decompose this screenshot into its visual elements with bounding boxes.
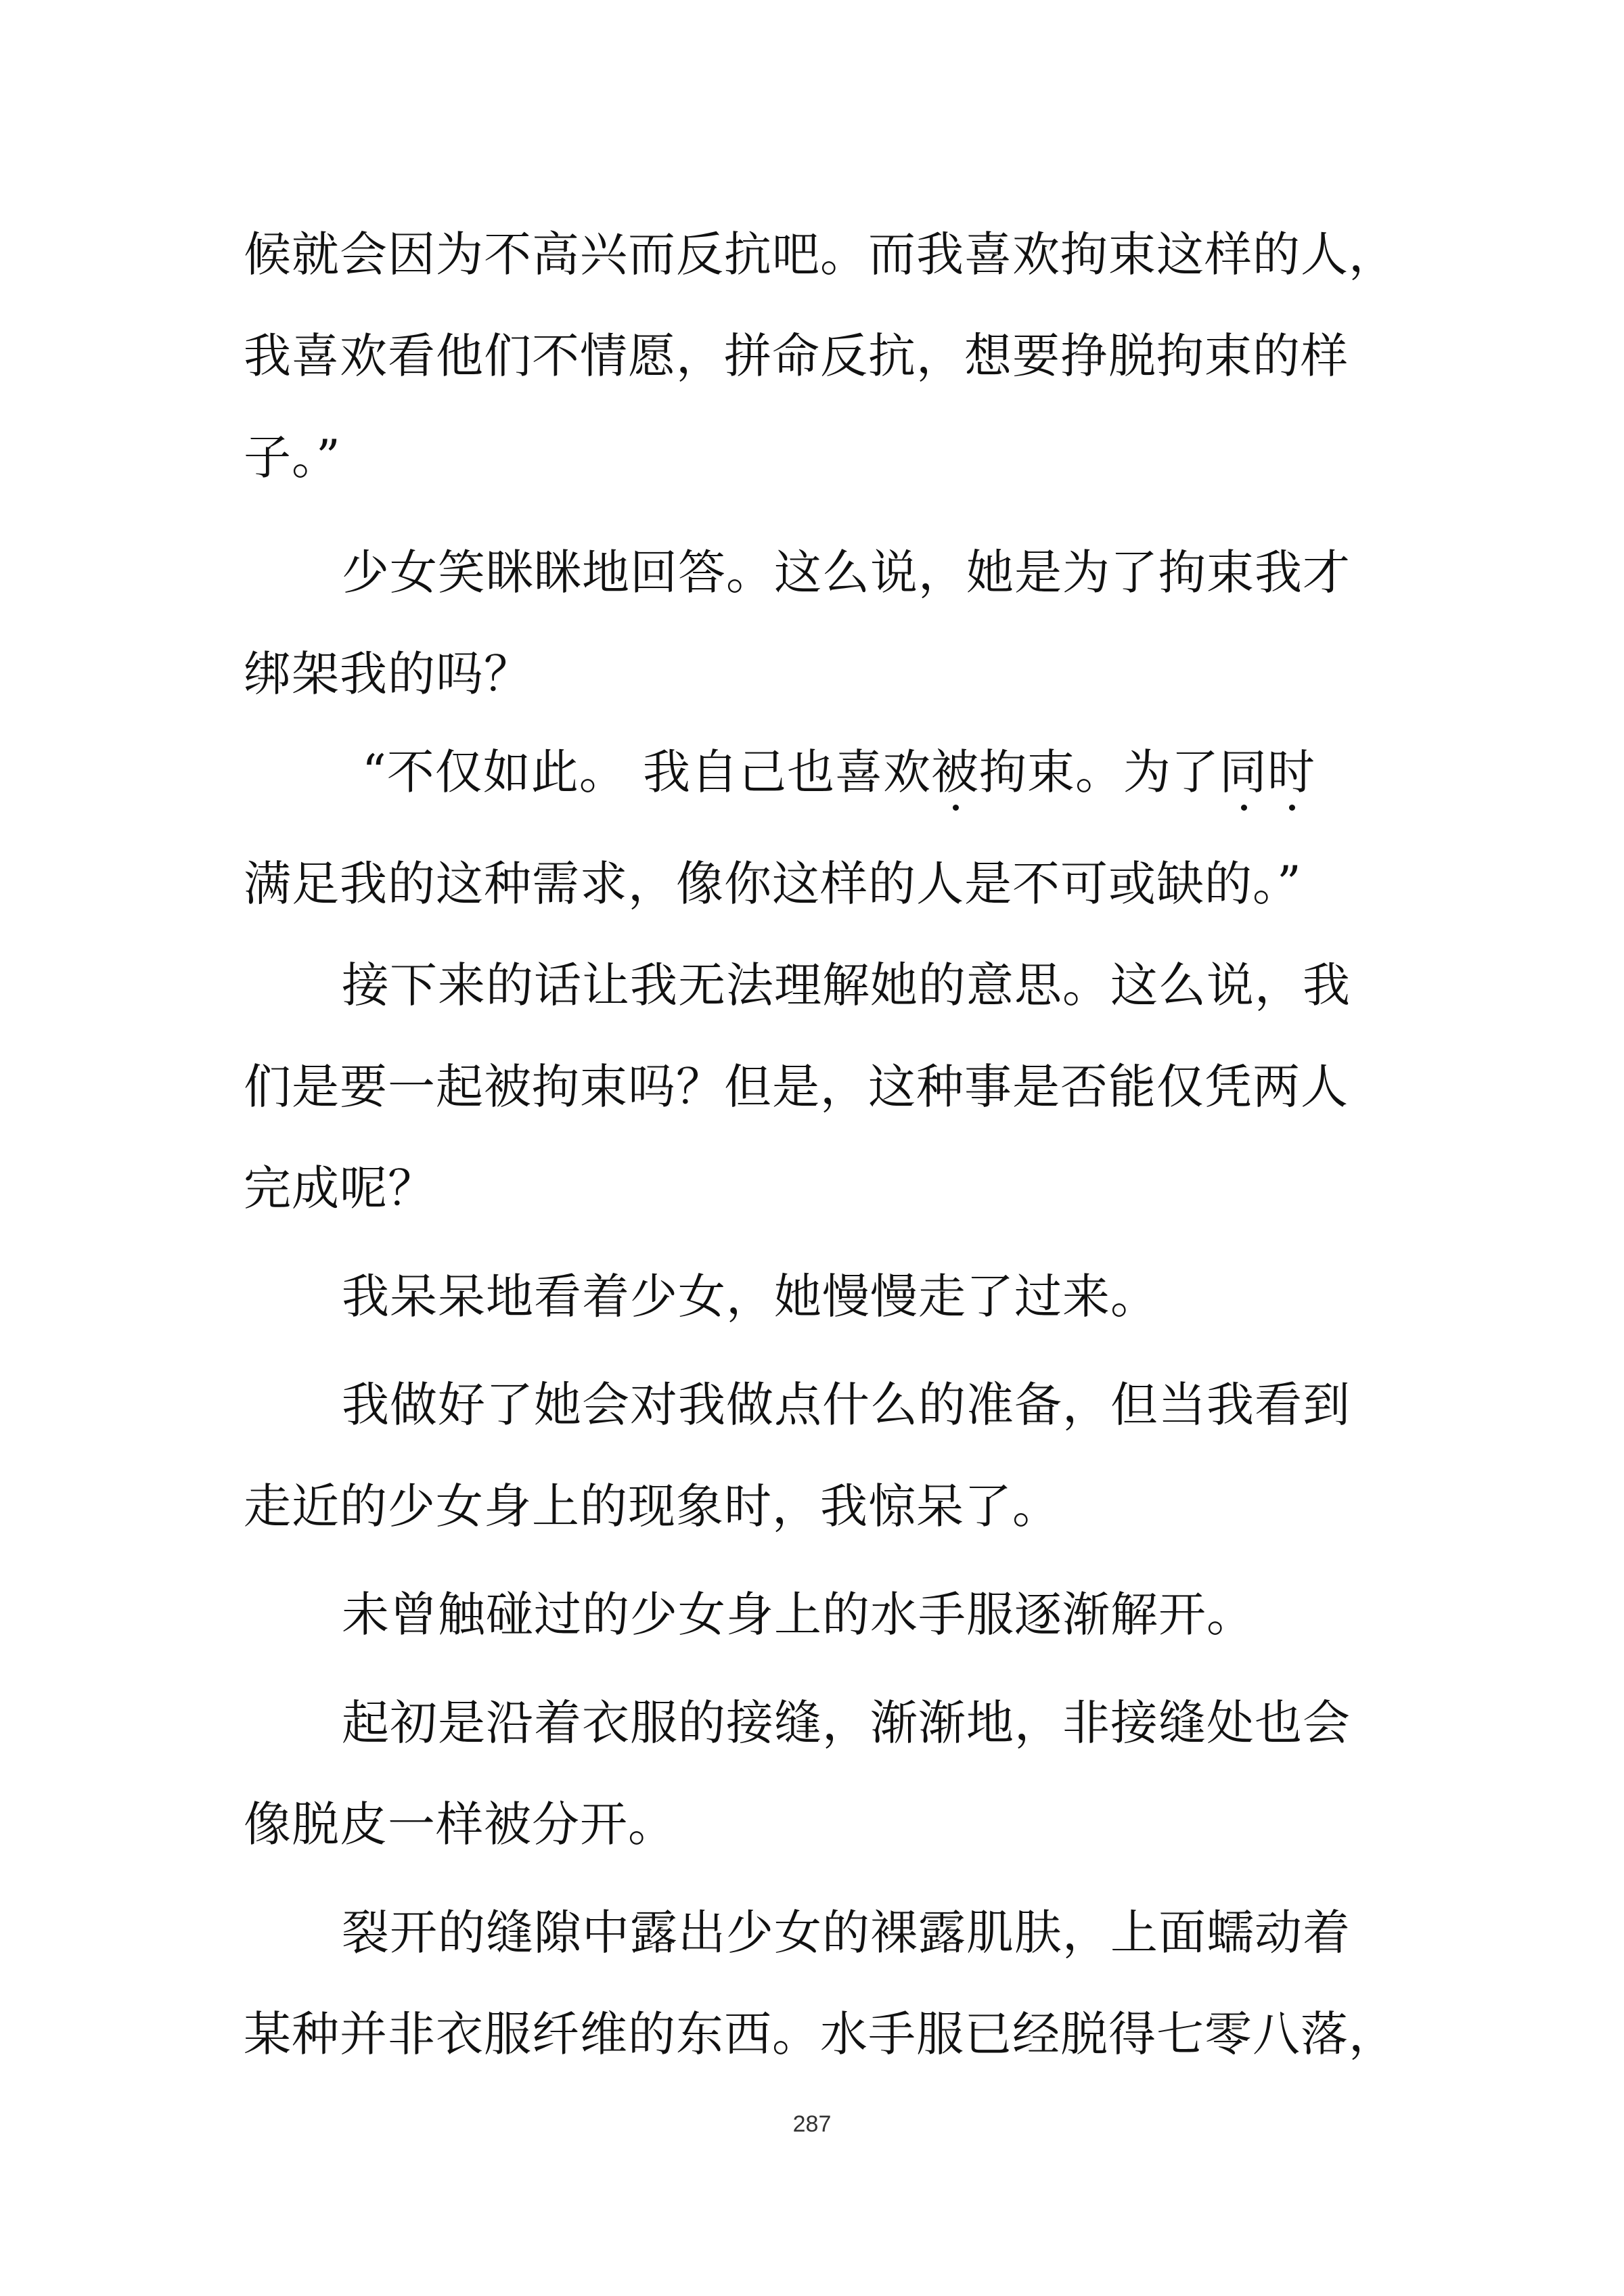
- text-line-14: 起初是沿着衣服的接缝，渐渐地，非接缝处也会: [342, 1695, 1351, 1751]
- emphasis-part-2: 拘束。为了: [979, 744, 1220, 800]
- text-line-13: 未曾触碰过的少女身上的水手服逐渐解开。: [342, 1587, 1255, 1642]
- emphasis-dot-char-1: 被: [931, 728, 979, 816]
- text-line-4: 少女笑眯眯地回答。这么说，她是为了拘束我才: [342, 545, 1351, 600]
- text-line-10: 我呆呆地看着少女，她慢慢走了过来。: [342, 1269, 1158, 1324]
- text-line-12: 走近的少女身上的现象时，我惊呆了。: [244, 1479, 1060, 1534]
- emphasis-part-1: “不仅如此。 我自己也喜欢: [362, 744, 932, 800]
- text-line-11: 我做好了她会对我做点什么的准备，但当我看到: [342, 1377, 1351, 1433]
- page-number: 287: [792, 2111, 832, 2137]
- text-line-16: 裂开的缝隙中露出少女的裸露肌肤，上面蠕动着: [342, 1905, 1351, 1960]
- emphasis-dot-char-2: 同: [1219, 728, 1267, 816]
- text-line-17: 某种并非衣服纤维的东西。水手服已经脱得七零八落，: [244, 2006, 1397, 2062]
- text-line-8: 们是要一起被拘束吗？但是，这种事是否能仅凭两人: [244, 1059, 1349, 1115]
- text-line-1: 候就会因为不高兴而反抗吧。而我喜欢拘束这样的人，: [244, 227, 1397, 282]
- text-line-9: 完成呢？: [244, 1161, 436, 1216]
- text-line-6: 满足我的这种需求，像你这样的人是不可或缺的。”: [244, 856, 1302, 911]
- emphasis-line: [362, 728, 1526, 816]
- text-line-15: 像脱皮一样被分开。: [244, 1797, 676, 1852]
- text-line-3: 子。”: [244, 430, 341, 485]
- text-line-7: 接下来的话让我无法理解她的意思。这么说，我: [342, 958, 1351, 1013]
- text-line-5: 绑架我的吗？: [244, 646, 532, 702]
- emphasis-dot-char-3: 时: [1267, 728, 1315, 816]
- text-line-2: 我喜欢看他们不情愿，拼命反抗，想要挣脱拘束的样: [244, 328, 1349, 384]
